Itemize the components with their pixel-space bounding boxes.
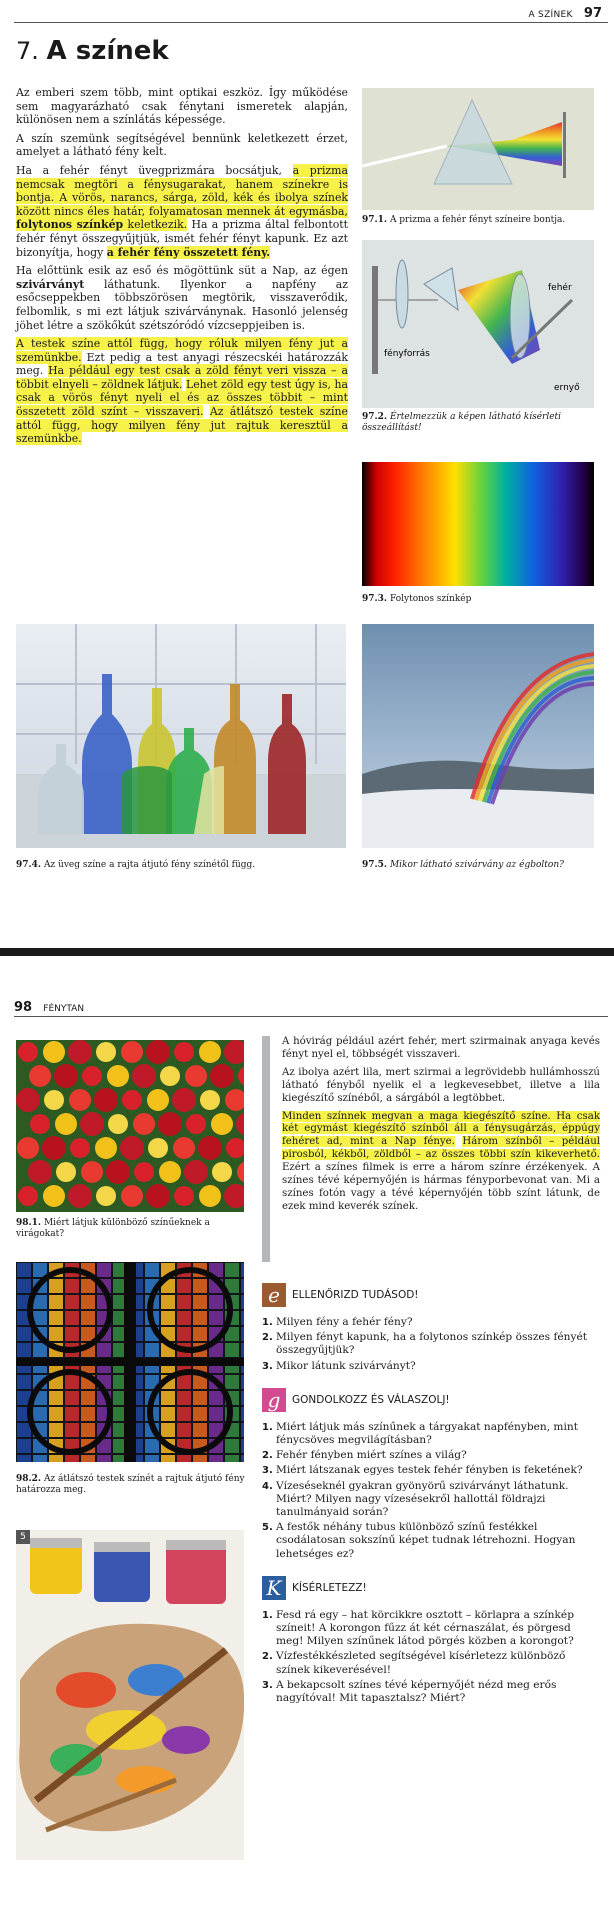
glass-pane [81,1311,95,1325]
rose-blossom [238,1066,244,1086]
rose-blossom [69,1089,91,1111]
question-text: Milyen fény a fehér fény? [276,1316,413,1328]
glass-pane [193,1279,207,1293]
rose-blossom [54,1064,78,1088]
rose-blossom [42,1136,66,1160]
glass-pane [177,1455,191,1462]
rose-blossom [44,1090,64,1110]
paragraph [282,1067,600,1106]
rose-blossom [108,1114,128,1134]
text-run: szivárványt [16,277,85,291]
question-number: 1. [262,1421,273,1433]
question-number: 3. [262,1679,273,1691]
glass-pane [65,1391,79,1405]
glass-pane [17,1279,31,1293]
glass-pane [65,1407,79,1421]
rose-blossom [210,1064,234,1088]
exercise-section [262,1282,600,1373]
question-text: Mikor látunk szivárványt? [276,1359,416,1372]
margin-bar [262,1036,270,1262]
exercise-section [262,1387,600,1561]
text-run: Ezt pedig a test anyagi részecskéi határozzák meg. [16,350,348,378]
section-icon: K [262,1576,286,1600]
glass-pane [241,1311,244,1325]
question-text: Miért látjuk más színűnek a tárgyakat napfényben, mint fénycsöves megvilágításban? [276,1420,578,1447]
text-run: A szín szemünk segítségével bennünk keletkezett érzet, amelyet a látható fény kelt. [16,131,348,159]
rose-blossom [199,1185,221,1207]
glass-pane [225,1439,239,1453]
rose-blossom [134,1162,154,1182]
glass-pane [17,1375,31,1389]
glass-pane [65,1455,79,1462]
label-source: fényforrás [384,349,430,359]
chapter-number: 7. [16,37,39,65]
caption-text: Mikor látható szivárvány az égbolton? [389,860,564,870]
glass-pane [241,1439,244,1453]
glass-pane [145,1455,159,1462]
caption-number: 97.1. [362,215,388,225]
rose-blossom [172,1088,196,1112]
rose-blossom [121,1041,143,1063]
figure-98-1-flowers [16,1040,244,1212]
question-number: 2. [262,1332,273,1344]
glass-pane [241,1343,244,1357]
glass-pane [241,1327,244,1341]
question-item [262,1449,600,1462]
rose-blossom [211,1113,233,1135]
question-text: Fesd rá egy – hat körcikkre osztott – körlapra a színkép színeit! A korongon fűzz át két cérnaszálat, és pörgesd meg! Milyen színűnek látod pörgés közben a korongot? [276,1608,574,1648]
caption-number: 98.1. [16,1218,42,1228]
glass-pane [161,1455,175,1462]
glass-pane [17,1343,31,1357]
rose-blossom [70,1138,90,1158]
question-text: A bekapcsolt színes tévé képernyőjét nézd meg erős nagyítóval! Mit tapasztalsz? Miért? [276,1678,557,1705]
question-number: 5. [262,1522,273,1534]
paragraph [16,132,348,159]
exercise-sections [262,1282,600,1719]
glass-pane [177,1311,191,1325]
caption-number: 97.2. [362,412,388,422]
rose-blossom [96,1186,116,1206]
rose-blossom [199,1041,221,1063]
section-icon: g [262,1388,286,1412]
text-run: Ezért a színes filmek is erre a három színre érzékenyek. A színes tévé képernyőjén is hármas fényporbevonat van. Mi a színes fotón vagy a tévé képernyőjén több színt látunk, de ezek mind keverék színek. [282,1162,600,1212]
caption-97-1 [362,215,602,226]
glass-pane [225,1263,239,1277]
glass-pane [209,1311,223,1325]
glass-pane [177,1423,191,1437]
rose-blossom [224,1040,244,1064]
glass-pane [177,1295,191,1309]
caption-text: Értelmezzük a képen látható kísérleti összeállítást! [362,412,562,433]
caption-number: 97.5. [362,860,388,870]
chapter-title-text: A színek [46,36,169,66]
paragraph [16,164,348,259]
glass-pane [161,1311,175,1325]
question-text: Miért látszanak egyes testek fehér fényben is feketének? [276,1464,583,1477]
glass-pane [49,1455,63,1462]
highlighted-text: Ha például egy test csak a zöld fényt veri vissza – a többit elnyeli – zöldnek látjuk. [16,364,348,391]
glass-pane [97,1455,111,1462]
caption-text: Az üveg színe a rajta átjutó fény színétől függ. [43,860,256,870]
glass-pane [161,1407,175,1421]
glass-pane [209,1295,223,1309]
glass-pane [17,1455,31,1462]
glass-pane [193,1407,207,1421]
glass-pane [241,1423,244,1437]
caption-text: Folytonos színkép [389,594,472,604]
running-head-title: A SZÍNEK [528,10,573,20]
glass-pane [81,1423,95,1437]
rose-blossom [94,1088,118,1112]
figure-97-3-spectrum [362,462,594,586]
running-head-98 [14,1000,84,1015]
highlighted-text: a fehér fény összetett fény. [106,245,271,259]
rose-blossom [132,1064,156,1088]
glass-pane [241,1455,244,1462]
glass-pane [33,1263,47,1277]
glass-pane [225,1343,239,1357]
text-run: Ha előttünk esik az eső és mögöttünk süt a Nap, az égen [16,264,348,278]
rose-blossom [198,1136,222,1160]
rose-blossom [173,1137,195,1159]
rose-blossom [159,1161,181,1183]
rose-blossom [121,1185,143,1207]
question-number: 1. [262,1609,273,1621]
highlighted-text: A testek színe attól függ, hogy róluk milyen fény jut a szemünkbe. [16,337,348,364]
rose-blossom [43,1041,65,1063]
rose-blossom [174,1186,194,1206]
rose-blossom [147,1089,169,1111]
glass-pane [65,1311,79,1325]
glass-pane [241,1391,244,1405]
rose-blossom [148,1138,168,1158]
question-item [262,1521,600,1561]
highlighted-text: folytonos színkép [16,218,124,232]
highlighted-text: a prizma nemcsak megtöri a fénysugarakat, hanem színekre is bontja. A vörös, narancs, sárga, zöld, kék és ibolya színek között nincs éles határ, folyamatosan mennek át egymásba, [16,163,348,218]
glass-pane [193,1455,207,1462]
running-head-97 [490,6,602,21]
glass-pane [65,1295,79,1309]
exercise-section [262,1575,600,1705]
caption-97-3 [362,594,602,605]
question-text: Milyen fényt kapunk, ha a folytonos színkép összes fényét összegyűjtjük? [276,1331,588,1357]
palette-photo [16,1530,244,1860]
rose-blossom [80,1112,104,1136]
question-item [262,1360,600,1373]
glass-pane [161,1391,175,1405]
rose-blossom [28,1160,52,1184]
rose-blossom [184,1160,208,1184]
page-number: 97 [583,6,602,21]
glass-pane [33,1455,47,1462]
question-number: 2. [262,1450,273,1462]
glass-pane [225,1455,239,1462]
glass-pane [49,1391,63,1405]
rose-blossom [68,1184,92,1208]
rose-blossom [122,1090,142,1110]
page-separator [0,948,614,956]
glass-pane [241,1407,244,1421]
question-number: 4. [262,1480,273,1492]
text-run: Az emberi szem több, mint optikai eszköz. Így működése sem magyarázható csak fénytani ismeretek alapján, különösen nem a színlátás képessége. [16,86,348,127]
caption-97-2 [362,412,602,434]
body-text-97 [16,86,348,451]
glass-pane [49,1295,63,1309]
rose-blossom [160,1066,180,1086]
rose-blossom [226,1138,244,1158]
text-run: Ha a fehér fényt üvegprizmára bocsátjuk, [16,163,293,177]
question-text: A festők néhány tubus különböző színű festékkel csodálatosan sokszínű képet tudnak létrehozni. Hogyan lehetséges ez? [276,1521,576,1560]
text-run: láthatunk. Ilyenkor a napfény az esőcseppekben többszörösen megtörik, visszaverődik, felbomlik, s mi ezt látjuk szivárványnak. Hasonló jelenség jöhet létre a szökőkút szétszóródó vízcseppjeiben is. [16,277,348,332]
section-title: ELLENŐRIZD TUDÁSOD! [292,1289,419,1301]
rose-blossom [106,1160,130,1184]
rose-blossom [16,1088,40,1112]
glass-pane [81,1391,95,1405]
glass-pane [145,1439,159,1453]
glass-pane [65,1279,79,1293]
glass-pane [81,1407,95,1421]
glass-pane [177,1375,191,1389]
rose-blossom [174,1042,194,1062]
glass-pane [33,1343,47,1357]
rose-blossom [146,1040,170,1064]
glass-pane [49,1327,63,1341]
glass-pane [97,1343,111,1357]
caption-text: Miért látjuk különböző színűeknek a virágokat? [16,1218,210,1239]
paragraph [16,86,348,127]
glass-pane [65,1423,79,1437]
rose-blossom [237,1161,244,1183]
rose-blossom [17,1137,39,1159]
glass-pane [81,1327,95,1341]
rose-blossom [225,1089,244,1111]
label-white: fehér [548,283,572,293]
highlighted-text: Három színből – például pirosból, kékből, zöldből – az összes többi szín kikeverhető. [282,1136,601,1161]
glass-pane [209,1455,223,1462]
question-text: Fehér fényben miért színes a világ? [276,1449,467,1462]
question-item [262,1464,600,1477]
page-number: 98 [14,1000,33,1015]
paragraph [16,264,348,332]
question-item [262,1679,600,1705]
rose-blossom [158,1112,182,1136]
question-number: 3. [262,1360,273,1372]
figure-97-5-rainbow [362,624,594,848]
bottles-photo [16,624,346,848]
section-header [262,1282,600,1308]
glass-pane [193,1295,207,1309]
body-text-98 [282,1036,600,1219]
glass-pane [49,1311,63,1325]
header-rule [14,22,608,23]
paragraph [282,1036,600,1062]
rose-blossom [200,1090,220,1110]
question-text: Vízeséseknél gyakran gyönyörű szivárványt láthatunk. Miért? Milyen nagy vízesésekről hallottál földrajzi tanulmányaid során? [276,1479,569,1519]
figure-98-2-stained-glass [16,1262,244,1462]
glass-pane [81,1455,95,1462]
text-run: Az ibolya azért lila, mert szirmai a legrövidebb hullámhosszú látható fényből nyelik el a legkevesebbet, illetve a lila kiegészítő színéből, a sárgából a legtöbbet. [282,1066,600,1104]
glass-pane [65,1327,79,1341]
glass-pane [33,1407,47,1421]
glass-pane [81,1295,95,1309]
rose-blossom [55,1113,77,1135]
caption-text: Az átlátszó testek színét a rajtuk átjutó fény határozza meg. [16,1474,245,1495]
rose-blossom [18,1186,38,1206]
figure-97-2 [362,240,594,408]
glass-pane [17,1423,31,1437]
caption-98-2 [16,1474,246,1496]
glass-pane [65,1375,79,1389]
rose-blossom [81,1161,103,1183]
glass-pane [145,1263,159,1277]
flowers-photo [16,1040,244,1212]
glass-pane [177,1391,191,1405]
highlighted-text: Az átlátszó testek színe attól függ, hogy milyen fény jut rajtuk keresztül a szemünkbe. [16,405,348,446]
highlighted-text: Minden színnek megvan a maga kiegészítő színe. Ha csak két egymást kiegészítő színből áll a fénysugárzás, éppúgy fehéret ad, mint a Nap fénye. [282,1110,600,1148]
glass-pane [209,1407,223,1421]
rose-blossom [107,1065,129,1087]
rose-blossom [56,1162,76,1182]
text-run [203,405,209,418]
experiment-illustration [362,240,594,408]
section-title: GONDOLKOZZ ÉS VÁLASZOLJ! [292,1393,450,1406]
glass-pane [225,1375,239,1389]
rose-blossom [29,1065,51,1087]
question-item [262,1650,600,1676]
glass-pane [177,1327,191,1341]
stained-glass-photo [16,1262,244,1462]
rose-blossom [18,1042,38,1062]
rose-blossom [186,1114,206,1134]
rose-blossom [185,1065,207,1087]
rose-blossom [96,1042,116,1062]
caption-text: A prizma a fehér fényt színeire bontja. [389,215,566,225]
caption-98-1 [16,1218,246,1240]
rose-blossom [236,1112,244,1136]
rainbow-photo [362,624,594,848]
question-item [262,1331,600,1357]
caption-number: 97.4. [16,860,42,870]
figure-97-1 [362,88,594,210]
glass-pane [17,1439,31,1453]
figure-badge: 5 [16,1530,30,1544]
caption-number: 97.3. [362,594,388,604]
glass-pane [241,1295,244,1309]
rose-blossom [212,1162,232,1182]
glass-pane [161,1423,175,1437]
rose-blossom [133,1113,155,1135]
highlighted-text: Lehet zöld egy test úgy is, ha csak a vörös fényt nyeli el és az összes többit – mint összetett zöld színt – visszaveri. [16,377,348,419]
label-screen: ernyő [554,383,580,393]
glass-pane [49,1279,63,1293]
question-text: Vízfestékkészleted segítségével kísérletezz különböző színek kikeverésével! [276,1650,566,1676]
glass-pane [161,1295,175,1309]
section-header [262,1387,600,1413]
question-item [262,1609,600,1649]
glass-pane [17,1263,31,1277]
rose-blossom [224,1184,244,1208]
glass-pane [193,1423,207,1437]
caption-97-5 [362,860,602,871]
question-number: 3. [262,1465,273,1477]
glass-pane [241,1279,244,1293]
glass-pane [145,1343,159,1357]
glass-pane [97,1263,111,1277]
paragraph [16,337,348,446]
glass-pane [193,1327,207,1341]
chapter-title [16,36,169,66]
glass-pane [81,1279,95,1293]
glass-pane [193,1311,207,1325]
header-rule [14,1016,608,1017]
rose-blossom [82,1066,102,1086]
running-head-title: FÉNYTAN [43,1004,85,1014]
glass-pane [177,1279,191,1293]
glass-pane [241,1375,244,1389]
caption-97-4 [16,860,346,871]
question-number: 1. [262,1317,273,1328]
text-run: Ha a prizma által felbontott fehér fényt összegyűjtjük, ismét fehér fényt kapunk. Ez azt bizonyítja, hogy [16,218,349,259]
question-item [262,1421,600,1447]
glass-pane [49,1407,63,1421]
glass-pane [209,1391,223,1405]
rose-blossom [146,1184,170,1208]
question-number: 2. [262,1651,273,1663]
section-icon: e [262,1283,286,1307]
prism-illustration [362,88,594,210]
figure-97-4-bottles [16,624,346,848]
question-item [262,1480,600,1520]
caption-number: 98.2. [16,1474,42,1484]
section-title: KÍSÉRLETEZZ! [292,1581,367,1594]
text-run: A hóvirág például azért fehér, mert szirmainak anyaga kevés fényt nyel el, többségét visszaveri. [282,1036,600,1060]
rose-blossom [68,1040,92,1064]
glass-pane [17,1327,31,1341]
rose-blossom [43,1185,65,1207]
glass-pane [193,1391,207,1405]
rose-blossom [95,1137,117,1159]
question-item [262,1316,600,1329]
paragraph [282,1111,600,1214]
glass-pane [241,1263,244,1277]
glass-pane [49,1423,63,1437]
rose-blossom [30,1114,50,1134]
rose-blossom [120,1136,144,1160]
section-header [262,1575,600,1601]
highlighted-text: keletkezik. [123,218,188,232]
figure-paint-palette [16,1530,244,1860]
glass-pane [177,1407,191,1421]
